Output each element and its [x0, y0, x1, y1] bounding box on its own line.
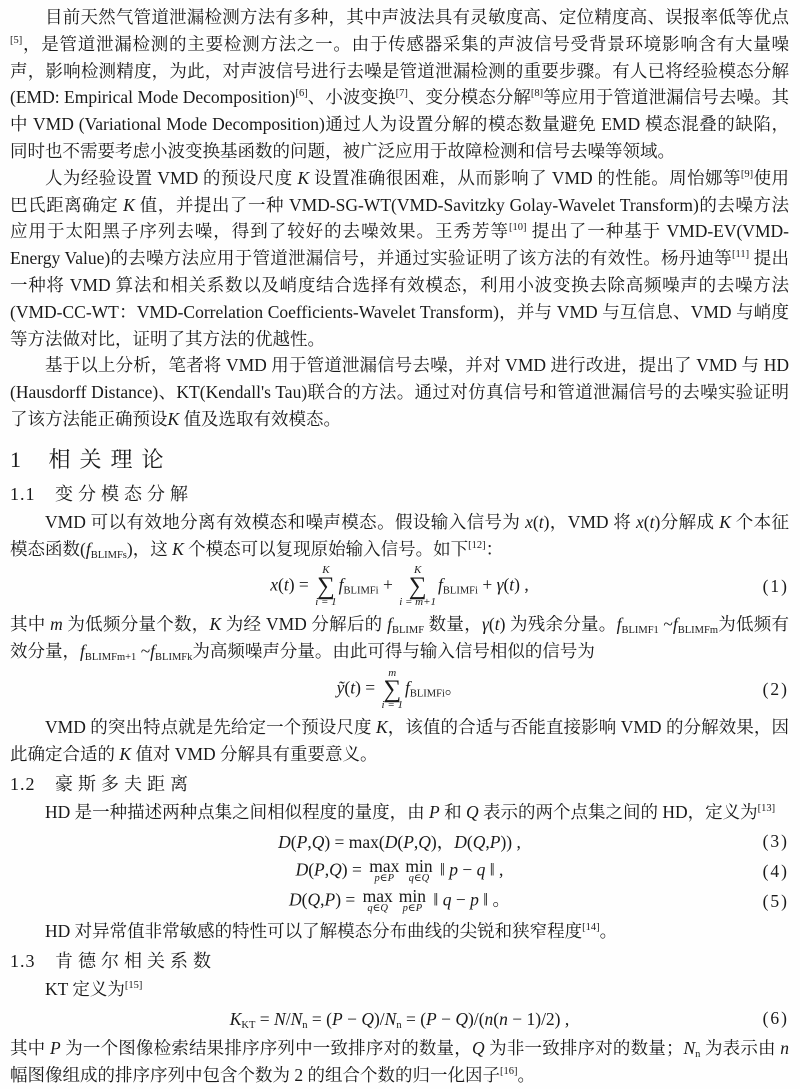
paragraph-hd-definition: HD 是一种描述两种点集之间相似程度的量度，由 P 和 Q 表示的两个点集之间的 HD，定义为[13] — [45, 801, 776, 822]
equation-5 — [10, 885, 789, 915]
equation-1-body: x(t) = K ∑ i = 1 $f_{BLIMFi}$ + K ∑ i = m+1 $f_{BLIMFi} + \gamma(t)$ , — [270, 564, 529, 609]
equation-6 — [10, 1005, 789, 1032]
paragraph-eq1-explanation: 其中 m 为低频分量个数，K 为经 VMD 分解后的 $f_{BLIMF}$ 数量，γ(t) 为残余分量。$f_{BLIMF1}$ $\sim f_{BLIMFm}$为低频有效分量，$f_{BLIMFm+1}$ $\sim f_{BLIMFk}$为高频噪声分量。由此可得与输入信号相似的信号为 — [10, 614, 790, 664]
equation-2-body: ỹ(t) = m ∑ i = 1 $f_{BLIMFi}$。 — [336, 666, 463, 711]
equation-4 — [10, 858, 789, 885]
section-1-1-heading — [10, 482, 789, 507]
equation-5-body: D(Q,P) = max q∈Q min p∈P ‖ q − p ‖ 。 — [289, 885, 510, 914]
section-1-1-number: 1.1 — [10, 483, 36, 504]
equation-1 — [10, 565, 789, 608]
section-1-2-number: 1.2 — [10, 773, 36, 794]
section-1-number: 1 — [10, 446, 21, 472]
section-1-3-number: 1.3 — [10, 950, 36, 971]
section-1-2-heading — [10, 772, 789, 797]
equation-3 — [10, 828, 789, 855]
paragraph-intro: 目前天然气管道泄漏检测方法有多种，其中声波法具有灵敏度高、定位精度高、误报率低等优点[5]，是管道泄漏检测的主要检测方法之一。由于传感器采集的声波信号受背景环境影响含有大量噪声，影响检测精度，为此，对声波信号进行去噪是管道泄漏检测的重要步骤。有人已将经验模态分解(EMD: Empirical Mode Decomposition)[6]、小波变换[7]、变分模态分解[8]等应用于管道泄漏信号去噪。其中 VMD (Variational Mode Decomposition)通过人为设置分解的模态数量避免 EMD 模态混叠的缺陷，同时也不需要考虑小波变换基函数的问题，被广泛应用于故障检测和信号去噪等领域。 — [10, 7, 790, 161]
paragraph-hd-sensitivity: HD 对异常值非常敏感的特性可以了解模态分布曲线的尖锐和狭窄程度[14]。 — [45, 920, 618, 941]
paragraph-vmd-intro: VMD 可以有效地分离有效模态和噪声模态。假设输入信号为 x(t)，VMD 将 x(t)分解成 K 个本征模态函数$(f_{BLIMFs})$，这 K 个模态可以复现原始输入信号。如下[12]： — [10, 511, 790, 561]
equation-4-number: (4) — [762, 861, 789, 882]
paragraph-contribution: 基于以上分析，笔者将 VMD 用于管道泄漏信号去噪，并对 VMD 进行改进，提出了 VMD 与 HD (Hausdorff Distance)、KT(Kendall's Tau)联合的方法。通过对仿真信号和管道泄漏信号的去噪实验证明了该方法能正确预设K 值及选取有效模态。 — [10, 355, 789, 429]
section-1-1-title: 变分模态分解 — [55, 483, 193, 504]
equation-4-body: D(P,Q) = max p∈P min q∈Q ‖ p − q ‖ , — [295, 856, 504, 885]
equation-6-number: (6) — [762, 1008, 789, 1029]
paragraph-related-work: 人为经验设置 VMD 的预设尺度 K 设置准确很困难，从而影响了 VMD 的性能。周怡娜等[9]使用巴氏距离确定 K 值，并提出了一种 VMD-SG-WT(VMD-Savitzky Golay-Wavelet Transform)的去噪方法应用于太阳黑子序列去噪，得到了较好的去噪效果。王秀芳等[10] 提出了一种基于 VMD-EV(VMD-Energy Value)的去噪方法应用于管道泄漏信号，并通过实验证明了该方法的有效性。杨丹迪等[11] 提出一种将 VMD 算法和相关系数以及峭度结合选择有效模态，利用小波变换去除高频噪声的去噪方法(VMD-CC-WT：VMD-Correlation Coefficients-Wavelet Transform)，并与 VMD 与互信息、VMD 与峭度等方法做对比，证明了其方法的优越性。 — [10, 167, 790, 349]
paragraph-eq6-explanation: 其中 P 为一个图像检索结果排序序列中一致排序对的数量，Q 为非一致排序对的数量；$N_n$ 为表示由 n 幅图像组成的排序序列中包含个数为 2 的组合个数的归一化因子[16]。 — [10, 1038, 790, 1085]
equation-1-number: (1) — [762, 576, 789, 597]
section-1-3-heading — [10, 949, 789, 974]
equation-6-body: $K_{KT} = N/N_n = (P - Q)/N_n = (P - Q)/(n(n - 1)/2)$ , — [229, 1008, 570, 1031]
section-1-heading — [10, 445, 789, 475]
paragraph-vmd-feature: VMD 的突出特点就是先给定一个预设尺度 K，该值的合适与否能直接影响 VMD 的分解效果，因此确定合适的 K 值对 VMD 分解具有重要意义。 — [10, 716, 789, 764]
equation-2 — [10, 668, 789, 711]
section-1-2-title: 豪斯多夫距离 — [55, 773, 193, 794]
equation-3-number: (3) — [762, 831, 789, 852]
equation-2-number: (2) — [762, 679, 789, 700]
equation-3-body: D(P,Q) = max(D(P,Q)，D(Q,P)) , — [278, 831, 521, 852]
section-1-title: 相关理论 — [48, 446, 173, 472]
section-1-3-title: 肯德尔相关系数 — [55, 950, 216, 971]
equation-5-number: (5) — [762, 890, 789, 911]
paragraph-kt-definition: KT 定义为[15] — [45, 978, 143, 999]
